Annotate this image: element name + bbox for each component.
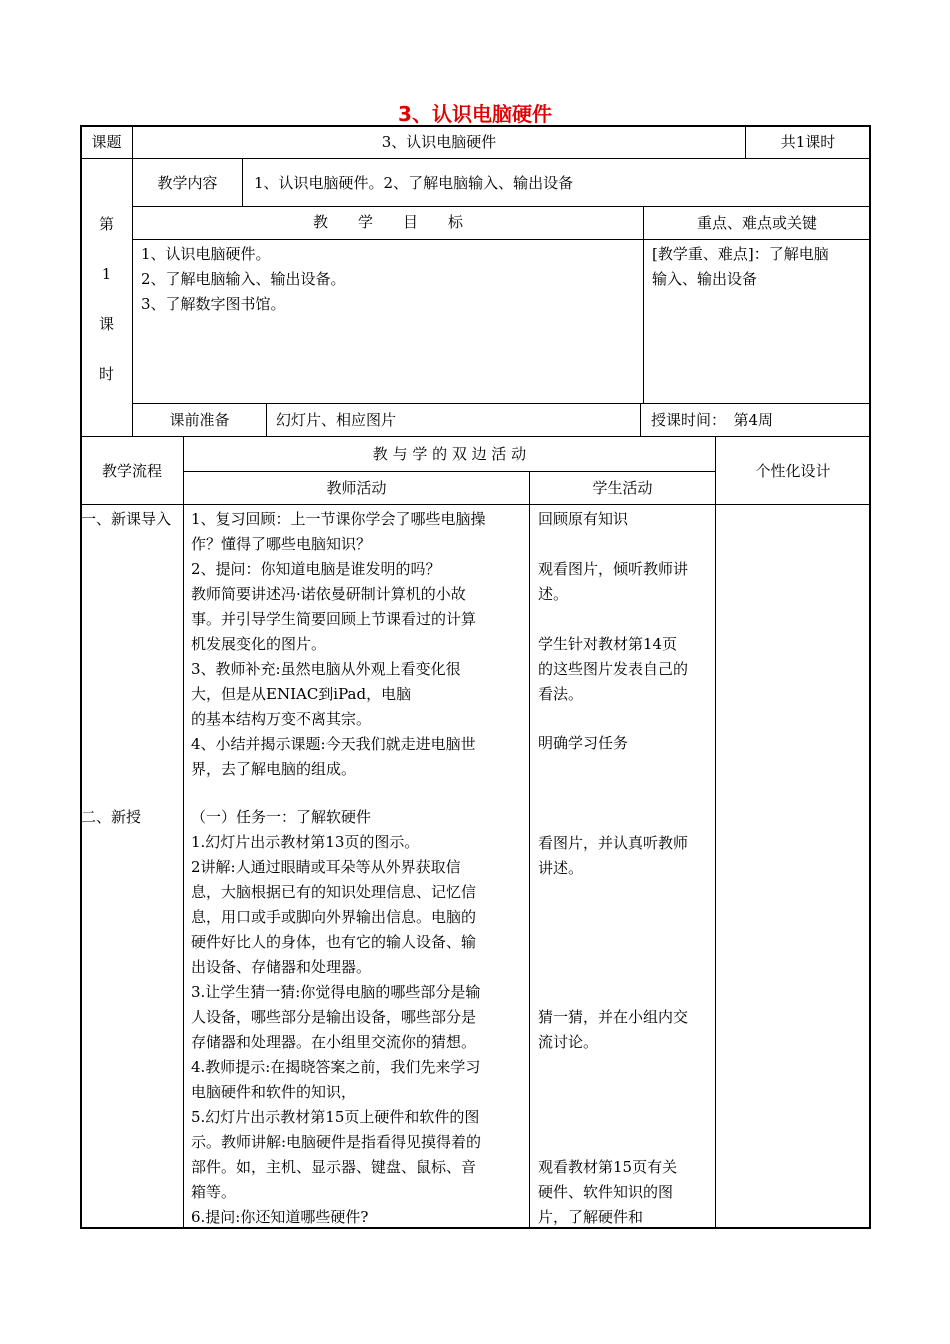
student-line: 看法。 [538, 685, 584, 703]
teacher-line: 6.提问:你还知道哪些硬件? [191, 1208, 369, 1226]
document-title: 3、认识电脑硬件 [398, 102, 552, 126]
student-line: 讲述。 [538, 859, 584, 877]
student-line: 流讨论。 [538, 1033, 599, 1051]
key-points-header: 重点、难点或关键 [696, 214, 817, 232]
lesson-char-2: 1 [101, 265, 112, 283]
student-line: 回顾原有知识 [538, 510, 629, 528]
prep-value: 幻灯片、相应图片 [276, 411, 397, 429]
stage-new: 二、新授 [81, 808, 142, 826]
teacher-line: 4、小结并揭示课题:今天我们就走进电脑世 [191, 735, 476, 753]
total-hours: 共1课时 [780, 133, 836, 151]
design-header: 个性化设计 [755, 462, 831, 480]
student-line: 片，了解硬件和 [538, 1208, 644, 1226]
teacher-line: 3.让学生猜一猜:你觉得电脑的哪些部分是输 [191, 983, 481, 1001]
teacher-line: 息，用口或手或脚向外界输出信息。电脑的 [191, 908, 477, 926]
student-line: 观看教材第15页有关 [538, 1158, 678, 1176]
teacher-line: 的基本结构万变不离其宗。 [191, 710, 372, 728]
prep-label: 课前准备 [169, 411, 230, 429]
teacher-line: 出设备、存储器和处理器。 [191, 958, 372, 976]
flow-label: 教学流程 [101, 462, 162, 480]
teacher-line: 存储器和处理器。在小组里交流你的猜想。 [191, 1033, 477, 1051]
key-point-line: [教学重、难点]：了解电脑 [652, 245, 829, 263]
teacher-line: 大，但是从ENIAC到iPad，电脑 [191, 685, 412, 703]
teacher-line: 人设备，哪些部分是输出设备，哪些部分是 [191, 1008, 477, 1026]
teacher-line: 2讲解:人通过眼睛或耳朵等从外界获取信 [191, 858, 461, 876]
student-line: 明确学习任务 [538, 734, 629, 752]
student-line: 述。 [538, 585, 569, 603]
student-line: 观看图片，倾听教师讲 [538, 560, 689, 578]
teacher-line: 界，去了解电脑的组成。 [191, 760, 357, 778]
goal-item: 3、了解数字图书馆。 [141, 295, 286, 313]
content-label: 教学内容 [157, 174, 218, 192]
teacher-line: 息，大脑根据已有的知识处理信息、记忆信 [191, 883, 477, 901]
teacher-line: 示。教师讲解:电脑硬件是指看得见摸得着的 [191, 1133, 482, 1151]
topic-label: 课题 [91, 133, 122, 151]
student-activity [538, 1155, 677, 1230]
goal-item: 1、认识电脑硬件。 [141, 245, 271, 263]
teacher-header: 教师活动 [326, 479, 387, 497]
student-activity [538, 831, 688, 881]
teacher-line: 教师简要讲述冯·诺依曼研制计算机的小故 [191, 585, 466, 603]
student-line: 硬件、软件知识的图 [538, 1183, 674, 1201]
teacher-line: 1、复习回顾：上一节课你学会了哪些电脑操 [191, 510, 486, 528]
student-line: 看图片，并认真听教师 [538, 834, 689, 852]
student-activity [538, 632, 688, 707]
student-line: 猜一猜，并在小组内交 [538, 1008, 689, 1026]
goals-header: 教 学 目 标 [312, 213, 463, 231]
student-activity [538, 507, 628, 532]
lesson-char-4: 时 [98, 365, 114, 383]
teacher-line: 2、提问：你知道电脑是谁发明的吗？ [191, 560, 441, 578]
teacher-line: （一）任务一：了解软硬件 [191, 808, 372, 826]
topic-value: 3、认识电脑硬件 [381, 133, 497, 151]
student-activity [538, 1005, 688, 1055]
activity-header: 教 与 学 的 双 边 活 动 [372, 445, 527, 463]
teacher-line: 部件。如，主机、显示器、键盘、鼠标、音 [191, 1158, 477, 1176]
teaching-time: 授课时间： 第4周 [651, 411, 774, 429]
teacher-line: 作？懂得了哪些电脑知识？ [191, 535, 372, 553]
teacher-activities-intro [191, 507, 486, 782]
teacher-line: 1.幻灯片出示教材第13页的图示。 [191, 833, 420, 851]
student-activity [538, 731, 628, 756]
student-header: 学生活动 [592, 479, 653, 497]
key-points [652, 242, 829, 292]
student-activity [538, 557, 688, 607]
teacher-line: 4.教师提示:在揭晓答案之前，我们先来学习 [191, 1058, 481, 1076]
teacher-line: 硬件好比人的身体，也有它的输人设备、输 [191, 933, 477, 951]
goals-list [141, 242, 346, 317]
teacher-line: 事。并引导学生简要回顾上节课看过的计算 [191, 610, 477, 628]
teacher-line: 箱等。 [191, 1183, 237, 1201]
student-line: 的这些图片发表自己的 [538, 660, 689, 678]
key-point-line: 输入、输出设备 [652, 270, 758, 288]
teacher-activities-new [191, 805, 481, 1230]
teacher-line: 5.幻灯片出示教材第15页上硬件和软件的图 [191, 1108, 480, 1126]
student-line: 学生针对教材第14页 [538, 635, 678, 653]
lesson-char-3: 课 [98, 315, 114, 333]
lesson-char-1: 第 [98, 215, 114, 233]
teacher-line: 机发展变化的图片。 [191, 635, 327, 653]
teacher-line: 电脑硬件和软件的知识， [191, 1083, 357, 1101]
stage-intro: 一、新课导入 [81, 510, 172, 528]
content-value: 1、认识电脑硬件。2、了解电脑输入、输出设备 [254, 174, 574, 192]
teacher-line: 3、教师补充:虽然电脑从外观上看变化很 [191, 660, 461, 678]
goal-item: 2、了解电脑输入、输出设备。 [141, 270, 346, 288]
